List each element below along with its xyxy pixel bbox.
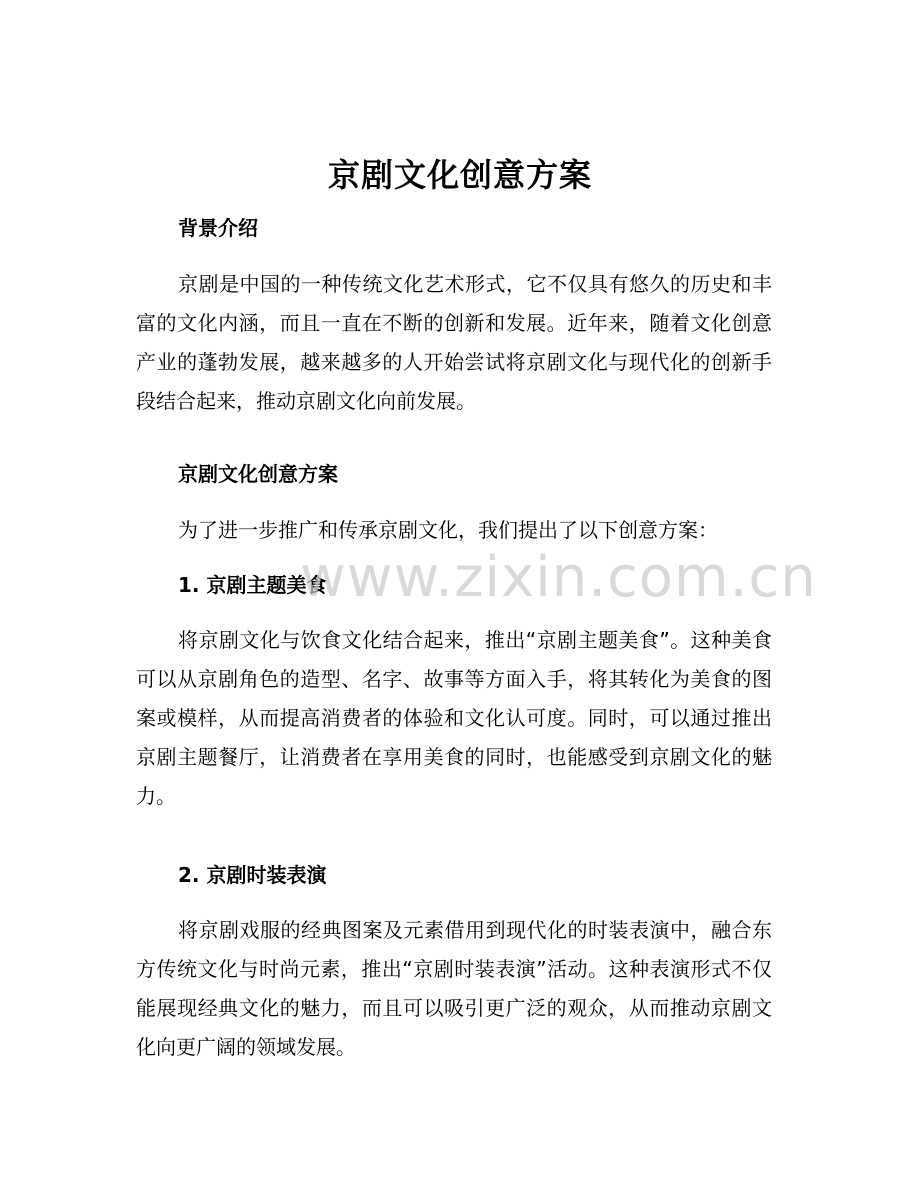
section-heading-fashion: 2. 京剧时装表演 — [178, 863, 327, 887]
section-heading-plan: 京剧文化创意方案 — [178, 462, 338, 486]
watermark-text: www.zixin.com.cn — [300, 545, 817, 610]
section-heading-background: 背景介绍 — [178, 216, 258, 240]
section-heading-food: 1. 京剧主题美食 — [178, 573, 327, 597]
section-paragraph-fashion: 将京剧戏服的经典图案及元素借用到现代化的时装表演中，融合东方传统文化与时尚元素，推出“京剧时装表演”活动。这种表演形式不仅能展现经典文化的魅力，而且可以吸引更广泛的观众，从而推动京剧文化向更广阔的领域发展。 — [136, 918, 772, 1059]
section-paragraph-background: 京剧是中国的一种传统文化艺术形式，它不仅具有悠久的历史和丰富的文化内涵，而且一直在不断的创新和发展。近年来，随着文化创意产业的蓬勃发展，越来越多的人开始尝试将京剧文化与现代化的创新手段结合起来，推动京剧文化向前发展。 — [136, 272, 772, 413]
section-paragraph-plan: 为了进一步推广和传承京剧文化，我们提出了以下创意方案： — [178, 518, 718, 542]
section-paragraph-food: 将京剧文化与饮食文化结合起来，推出“京剧主题美食”。这种美食可以从京剧角色的造型、名字、故事等方面入手，将其转化为美食的图案或模样，从而提高消费者的体验和文化认可度。同时，可以通过推出京剧主题餐厅，让消费者在享用美食的同时，也能感受到京剧文化的魅力。 — [136, 628, 772, 808]
document-title: 京剧文化创意方案 — [327, 156, 592, 194]
